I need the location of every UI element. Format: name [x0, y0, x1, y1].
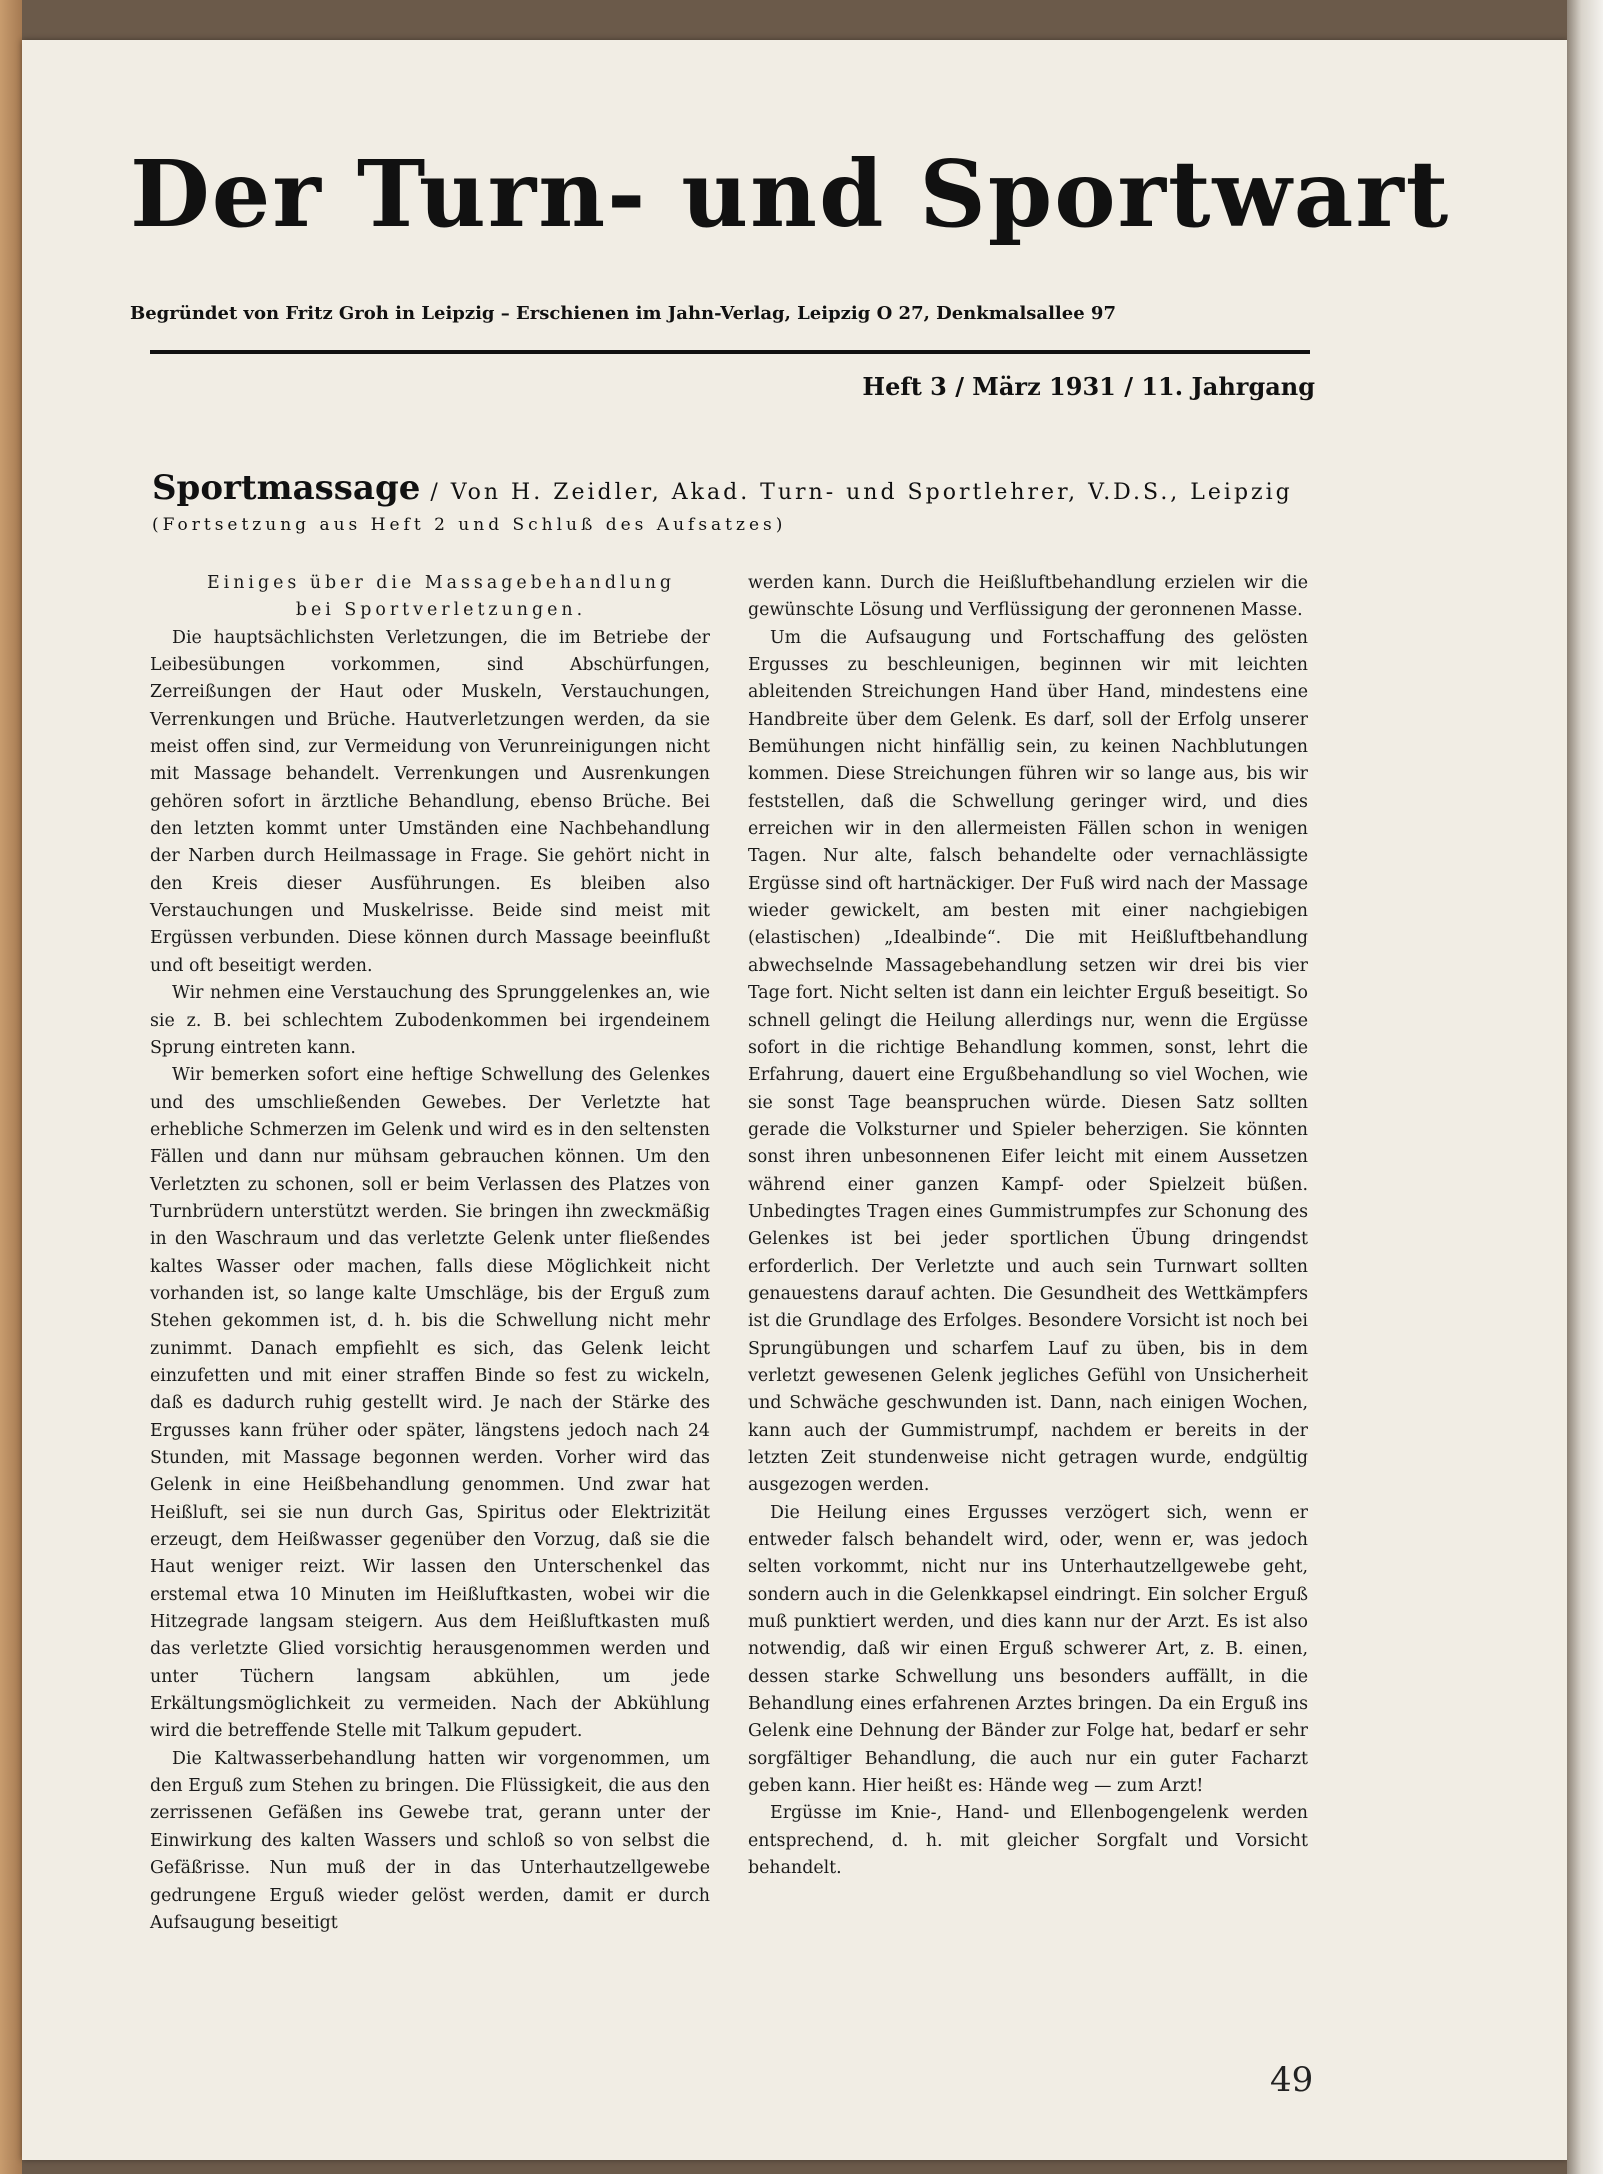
masthead-rule [150, 350, 1310, 354]
paragraph: Die hauptsächlichsten Verletzungen, die im Betriebe der Leibesübungen vorkommen, sind Abschürfungen, Zerreißungen der Haut oder Muskeln, Verstauchungen, Verrenkungen und Brüche. Hautverletzungen werden, da sie meist offen sind, zur Vermeidung von Verunreinigungen nicht mit Massage behandelt. Verrenkungen und Ausrenkungen gehören sofort in ärztliche Behandlung, ebenso Brüche. Bei den letzten kommt unter Umständen eine Nachbehandlung der Narben durch Heilmassage in Frage. Sie gehört nicht in den Kreis dieser Ausführungen. Es bleiben also Verstauchungen und Muskelrisse. Beide sind meist mit Ergüssen verbunden. Diese können durch Massage beeinflußt und oft beseitigt werden. [150, 627, 710, 976]
paragraph: Wir nehmen eine Verstauchung des Sprunggelenkes an, wie sie z. B. bei schlechtem Zubodenkommen bei irgendeinem Sprung eintreten kann. [150, 983, 710, 1058]
paragraph: Um die Aufsaugung und Fortschaffung des gelösten Ergusses zu beschleunigen, beginnen wir mit leichten ableitenden Streichungen Hand über Hand, mindestens eine Handbreite über dem Gelenk. Es darf, soll der Erfolg unserer Bemühungen nicht hinfällig sein, zu keinen Nachblutungen kommen. Diese Streichungen führen wir so lange aus, bis wir feststellen, daß die Schwellung geringer wird, und dies erreichen wir in den allermeisten Fällen schon in wenigen Tagen. Nur alte, falsch behandelte oder vernachlässigte Ergüsse sind oft hartnäckiger. Der Fuß wird nach der Massage wieder gewickelt, am besten mit einer nachgiebigen (elastischen) „Idealbinde“. Die mit Heißluftbehandlung abwechselnde Massagebehandlung setzen wir drei bis vier Tage fort. Nicht selten ist dann ein leichter Erguß beseitigt. So schnell gelingt die Heilung allerdings nur, wenn die Ergüsse sofort in die richtige Behandlung kommen, sonst, lehrt die Erfahrung, dauert eine Ergußbehandlung so viel Wochen, wie sie sonst Tage beanspruchen würde. Diesen Satz sollten gerade die Volksturner und Spieler beherzigen. Sie könnten sonst ihren unbesonnenen Eifer leicht mit einem Aussetzen während einer ganzen Kampf- oder Spielzeit büßen. Unbedingtes Tragen eines Gummistrumpfes zur Schonung des Gelenkes ist bei jeder sportlichen Übung dringendst erforderlich. Der Verletzte und auch sein Turnwart sollten genauestens darauf achten. Die Gesundheit des Wettkämpfers ist die Grundlage des Erfolges. Besondere Vorsicht ist noch bei Sprungübungen und scharfem Lauf zu üben, bis in dem verletzt gewesenen Gelenk jegliches Gefühl von Unsicherheit und Schwäche geschwunden ist. Dann, nach einigen Wochen, kann auch der Gummistrumpf, nachdem er bereits in der letzten Zeit stundenweise nicht getragen wurde, endgültig ausgezogen werden. [748, 627, 1308, 1496]
paragraph: Wir bemerken sofort eine heftige Schwellung des Gelenkes und des umschließenden Gewebes. Der Verletzte hat erhebliche Schmerzen im Gelenk und wird es in den seltensten Fällen und dann nur mühsam gebrauchen können. Um den Verletzten zu schonen, soll er beim Verlassen des Platzes von Turnbrüdern unterstützt werden. Sie bringen ihn zweckmäßig in den Waschraum und das verletzte Gelenk unter fließendes kaltes Wasser oder machen, falls diese Möglichkeit nicht vorhanden ist, so lange kalte Umschläge, bis der Erguß zum Stehen gekommen ist, d. h. bis die Schwellung nicht mehr zunimmt. Danach empfiehlt es sich, das Gelenk leicht einzufetten und mit einer straffen Binde so fest zu wickeln, daß es dadurch ruhig gestellt wird. Je nach der Stärke des Ergusses kann früher oder später, längstens jedoch nach 24 Stunden, mit Massage begonnen werden. Vorher wird das Gelenk in eine Heißbehandlung genommen. Und zwar hat Heißluft, sei sie nun durch Gas, Spiritus oder Elektrizität erzeugt, dem Heißwasser gegenüber den Vorzug, daß sie die Haut weniger reizt. Wir lassen den Unterschenkel das erstemal etwa 10 Minuten im Heißluftkasten, wobei wir die Hitzegrade langsam steigern. Aus dem Heißluftkasten muß das verletzte Glied vorsichtig herausgenommen werden und unter Tüchern langsam abkühlen, um jede Erkältungsmöglichkeit zu vermeiden. Nach der Abkühlung wird die betreffende Stelle mit Talkum gepudert. [150, 1065, 710, 1742]
paragraph: Die Heilung eines Ergusses verzögert sich, wenn er entweder falsch behandelt wird, oder, wenn er, was jedoch selten vorkommt, nicht nur ins Unterhautzellgewebe geht, sondern auch in die Gelenkkapsel eindringt. Ein solcher Erguß muß punktiert werden, und dies kann nur der Arzt. Es ist also notwendig, daß wir einen Erguß schwerer Art, z. B. einen, dessen starke Schwellung uns besonders auffällt, in die Behandlung eines erfahrenen Arztes bringen. Da ein Erguß ins Gelenk eine Dehnung der Bänder zur Folge hat, bedarf er sehr sorgfältiger Behandlung, die auch nur ein guter Facharzt geben kann. Hier heißt es: Hände weg — zum Arzt! [748, 1502, 1308, 1797]
issue-info: Heft 3 / März 1931 / 11. Jahrgang [862, 372, 1315, 401]
article-header [152, 468, 1322, 508]
paragraph: Ergüsse im Knie-, Hand- und Ellenbogengelenk werden entsprechend, d. h. mit gleicher Sorgfalt und Vorsicht behandelt. [748, 1803, 1308, 1879]
article-title: Sportmassage [152, 468, 421, 508]
page-number: 49 [1270, 2060, 1314, 2100]
article-continuation-note: (Fortsetzung aus Heft 2 und Schluß des Aufsatzes) [152, 515, 787, 535]
article-byline: / Von H. Zeidler, Akad. Turn- und Sportlehrer, V.D.S., Leipzig [420, 480, 1293, 505]
masthead-title: Der Turn- und Sportwart [130, 140, 1451, 248]
section-heading-line-1: Einiges über die Massagebehandlung [206, 573, 676, 593]
paragraph: Die Kaltwasserbehandlung hatten wir vorgenommen, um den Erguß zum Stehen zu bringen. Die Flüssigkeit, die aus den zerrissenen Gefäßen ins Gewebe trat, gerann unter der Einwirkung des kalten Wassers und schloß so von selbst die Gefäßrisse. Nun muß der in das Unterhautzellgewebe gedrungene Erguß wieder gelöst werden, damit er durch Aufsaugung beseitigt [150, 1748, 710, 1933]
book-spine-edge [0, 0, 22, 2174]
masthead-subline: Begründet von Fritz Groh in Leipzig – Erschienen im Jahn-Verlag, Leipzig O 27, Denkmalsallee 97 [130, 303, 1116, 324]
section-heading-line-2: bei Sportverletzungen. [295, 600, 587, 621]
text-column-left [150, 570, 710, 1937]
text-column-right [748, 570, 1308, 1883]
paragraph: werden kann. Durch die Heißluftbehandlung erzielen wir die gewünschte Lösung und Verflüssigung der geronnenen Masse. [748, 573, 1308, 621]
page-gutter-edge [1567, 0, 1603, 2174]
